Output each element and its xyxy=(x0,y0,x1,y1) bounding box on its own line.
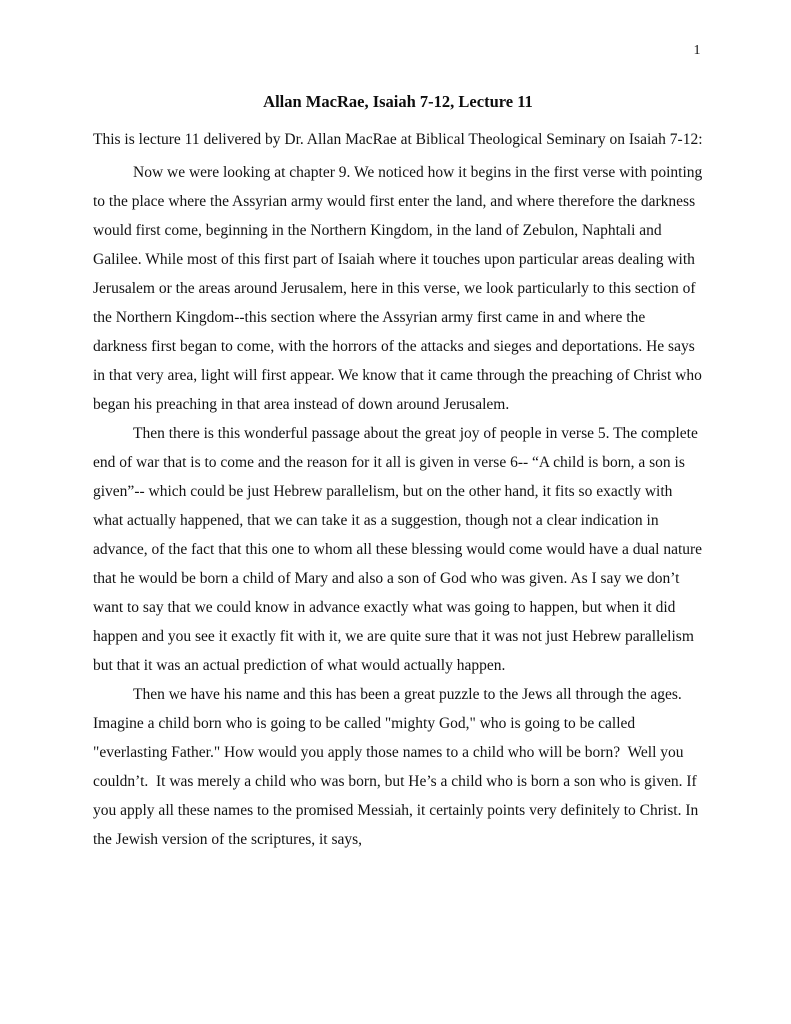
body-paragraph: Then we have his name and this has been a great puzzle to the Jews all through the ages. Imagine a child born who is going to be called "mighty God," who is going to be called "everlasting Father." How would you apply those names to a child who will be born? Well you couldn’t. It was merely a child who was born, but He’s a child who is born a son who is given. If you apply all these names to the promised Messiah, it certainly points very definitely to Christ. In the Jewish version of the scriptures, it says, xyxy=(93,686,703,848)
intro-paragraph: This is lecture 11 delivered by Dr. Allan MacRae at Biblical Theological Seminary on Isaiah 7-12: xyxy=(93,131,703,148)
body-paragraph: Now we were looking at chapter 9. We noticed how it begins in the first verse with pointing to the place where the Assyrian army would first enter the land, and where therefore the darkness would first come, beginning in the Northern Kingdom, in the land of Zebulon, Naphtali and Galilee. While most of this first part of Isaiah where it touches upon particular areas dealing with Jerusalem or the areas around Jerusalem, here in this verse, we look particularly to this section of the Northern Kingdom--this section where the Assyrian army first came in and where the darkness first began to come, with the horrors of the attacks and sieges and deportations. He says in that very area, light will first appear. We know that it came through the preaching of Christ who began his preaching in that area instead of down around Jerusalem. xyxy=(93,164,707,413)
page-number: 1 xyxy=(693,43,701,58)
document-title: Allan MacRae, Isaiah 7-12, Lecture 11 xyxy=(263,92,533,111)
document-content xyxy=(93,92,707,854)
body-paragraph: Then there is this wonderful passage about the great joy of people in verse 5. The complete end of war that is to come and the reason for it all is given in verse 6-- “A child is born, a son is given”-- which could be just Hebrew parallelism, but on the other hand, it fits so exactly with what actually happened, that we can take it as a suggestion, though not a clear indication in advance, of the fact that this one to whom all these blessing would come would have a dual nature that he would be born a child of Mary and also a son of God who was given. As I say we don’t want to say that we could know in advance exactly what was going to happen, but when it did happen and you see it exactly fit with it, we are quite sure that it was not just Hebrew parallelism but that it was an actual prediction of what would actually happen. xyxy=(93,425,706,674)
